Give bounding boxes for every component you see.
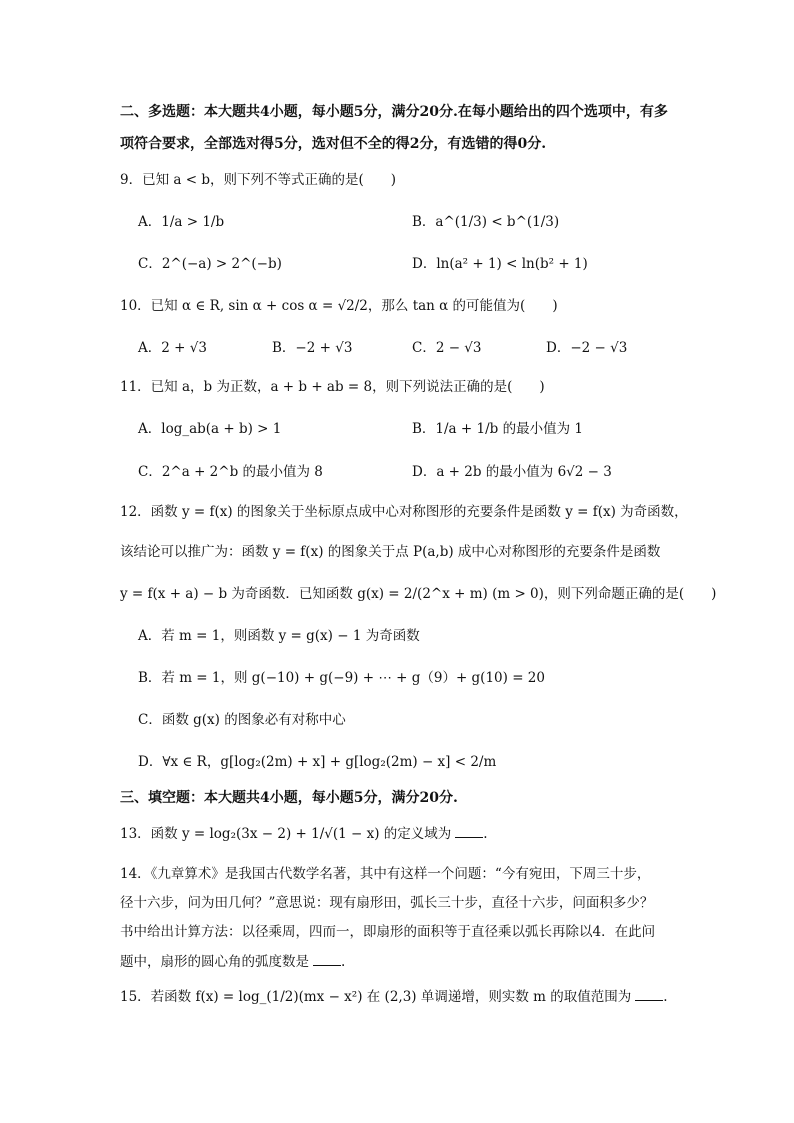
q10-option-b: B．−2 + √3 [272, 340, 353, 356]
q11-option-b: B．1/a + 1/b 的最小值为 1 [412, 421, 583, 437]
q12-option-b: B．若 m = 1，则 g(−10) + g(−9) + ⋯ + g（9）+ g(10) = 20 [138, 670, 545, 686]
section2-header-line2: 项符合要求，全部选对得5分，选对但不全的得2分，有选错的得0分. [120, 136, 547, 152]
q9-option-a: A．1/a > 1/b [138, 214, 225, 230]
q11-option-d: D．a + 2b 的最小值为 6√2 − 3 [412, 464, 612, 480]
q9-option-d: D．ln(a² + 1) < ln(b² + 1) [412, 256, 588, 272]
q14-line1: 14．《九章算术》是我国古代数学名著，其中有这样一个问题：“今有宛田，下周三十步， [120, 866, 651, 882]
q12-line3: y = f(x + a) − b 为奇函数．已知函数 g(x) = 2/(2^x + m) (m > 0)，则下列命题正确的是( ) [120, 586, 717, 602]
q9-stem: 9．已知 a < b，则下列不等式正确的是( ) [120, 172, 396, 188]
q14-text: 题中，扇形的圆心角的弧度数是 [120, 954, 309, 970]
q14-answer-blank[interactable] [313, 965, 341, 966]
q13-text: 13．函数 y = log₂(3x − 2) + 1/√(1 − x) 的定义域为 [120, 826, 452, 842]
q14-line2: 径十六步，问为田几何？”意思说：现有扇形田，弧长三十步，直径十六步，问面积多少？ [120, 895, 654, 911]
q13-answer-blank[interactable] [455, 837, 483, 838]
q10-stem: 10．已知 α ∈ R, sin α + cos α = √2/2，那么 tan α 的可能值为( ) [120, 298, 558, 314]
q14-line4: 题中，扇形的圆心角的弧度数是 . [120, 954, 346, 970]
q10-option-c: C．2 − √3 [412, 340, 482, 356]
q11-option-c: C．2^a + 2^b 的最小值为 8 [138, 464, 323, 480]
q15-answer-blank[interactable] [635, 1000, 663, 1001]
q10-option-d: D．−2 − √3 [546, 340, 628, 356]
section3-header: 三、填空题：本大题共4小题，每小题5分，满分20分. [120, 790, 458, 806]
q12-line1: 12．函数 y = f(x) 的图象关于坐标原点成中心对称图形的充要条件是函数 y = f(x) 为奇函数， [120, 504, 688, 520]
q11-stem: 11．已知 a，b 为正数，a + b + ab = 8，则下列说法正确的是( ) [120, 379, 545, 395]
q9-option-b: B．a^(1/3) < b^(1/3) [412, 214, 560, 230]
q12-option-d: D．∀x ∈ R，g[log₂(2m) + x] + g[log₂(2m) − x] < 2/m [138, 754, 497, 770]
q12-option-c: C．函数 g(x) 的图象必有对称中心 [138, 712, 346, 728]
q13-stem: 13．函数 y = log₂(3x − 2) + 1/√(1 − x) 的定义域为 . [120, 826, 488, 842]
section2-header-line1: 二、多选题：本大题共4小题，每小题5分，满分20分.在每小题给出的四个选项中，有多 [120, 104, 668, 120]
q10-option-a: A．2 + √3 [138, 340, 207, 356]
q15-text: 15．若函数 f(x) = log_(1/2)(mx − x²) 在 (2,3) 单调递增，则实数 m 的取值范围为 [120, 989, 632, 1005]
q15-stem: 15．若函数 f(x) = log_(1/2)(mx − x²) 在 (2,3) 单调递增，则实数 m 的取值范围为 . [120, 989, 668, 1005]
q12-option-a: A．若 m = 1，则函数 y = g(x) − 1 为奇函数 [138, 628, 420, 644]
q14-line3: 书中给出计算方法：以径乘周，四而一，即扇形的面积等于直径乘以弧长再除以4．在此问 [120, 924, 656, 940]
q9-option-c: C．2^(−a) > 2^(−b) [138, 256, 282, 272]
q11-option-a: A．log_ab(a + b) > 1 [138, 421, 282, 437]
q12-line2: 该结论可以推广为：函数 y = f(x) 的图象关于点 P(a,b) 成中心对称图形的充要条件是函数 [120, 544, 661, 560]
